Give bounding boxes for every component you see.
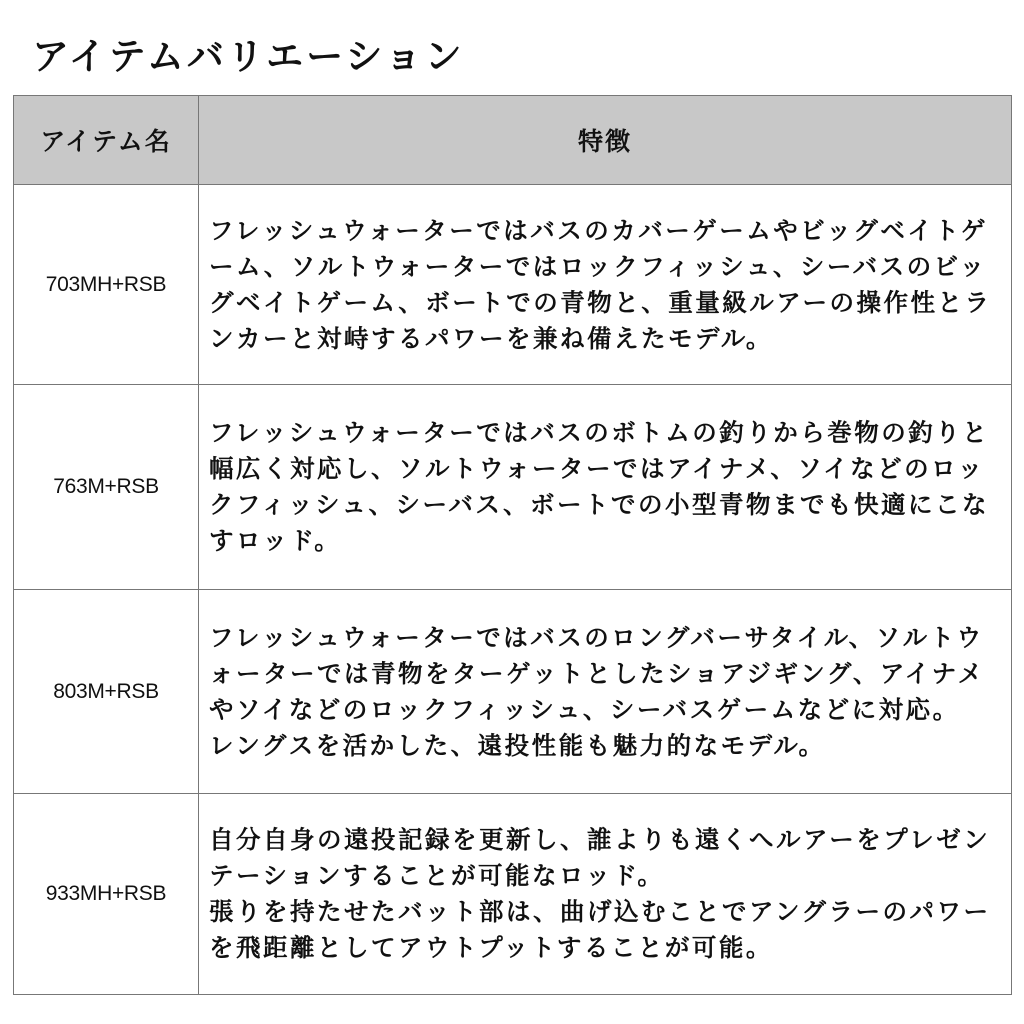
- table-row: [14, 385, 1012, 590]
- item-name-cell: 703MH+RSB: [14, 185, 199, 385]
- table-row: [14, 185, 1012, 385]
- table-row: [14, 794, 1012, 995]
- item-name-cell: 803M+RSB: [14, 590, 199, 794]
- header-item-name: アイテム名: [14, 96, 199, 185]
- item-feature-cell: フレッシュウォーターではバスのカバーゲームやビッグベイトゲーム、ソルトウォーターではロックフィッシュ、シーバスのビッグベイトゲーム、ボートでの青物と、重量級ルアーの操作性とランカーと対峙するパワーを兼ね備えたモデル。: [199, 185, 1012, 385]
- item-feature-cell: 自分自身の遠投記録を更新し、誰よりも遠くへルアーをプレゼンテーションすることが可能なロッド。 張りを持たせたバット部は、曲げ込むことでアングラーのパワーを飛距離としてアウトプットすることが可能。: [199, 794, 1012, 995]
- item-name-cell: 933MH+RSB: [14, 794, 199, 995]
- header-feature: 特徴: [199, 96, 1012, 185]
- item-feature-cell: フレッシュウォーターではバスのボトムの釣りから巻物の釣りと幅広く対応し、ソルトウォーターではアイナメ、ソイなどのロックフィッシュ、シーバス、ボートでの小型青物までも快適にこなすロッド。: [199, 385, 1012, 590]
- page-title: アイテムバリエーション: [32, 35, 465, 78]
- item-variation-table: [13, 95, 1012, 995]
- item-feature-cell: フレッシュウォーターではバスのロングバーサタイル、ソルトウォーターでは青物をターゲットとしたショアジギング、アイナメやソイなどのロックフィッシュ、シーバスゲームなどに対応。 レングスを活かした、遠投性能も魅力的なモデル。: [199, 590, 1012, 794]
- item-name-cell: 763M+RSB: [14, 385, 199, 590]
- table-row: [14, 590, 1012, 794]
- table-header-row: [14, 96, 1012, 185]
